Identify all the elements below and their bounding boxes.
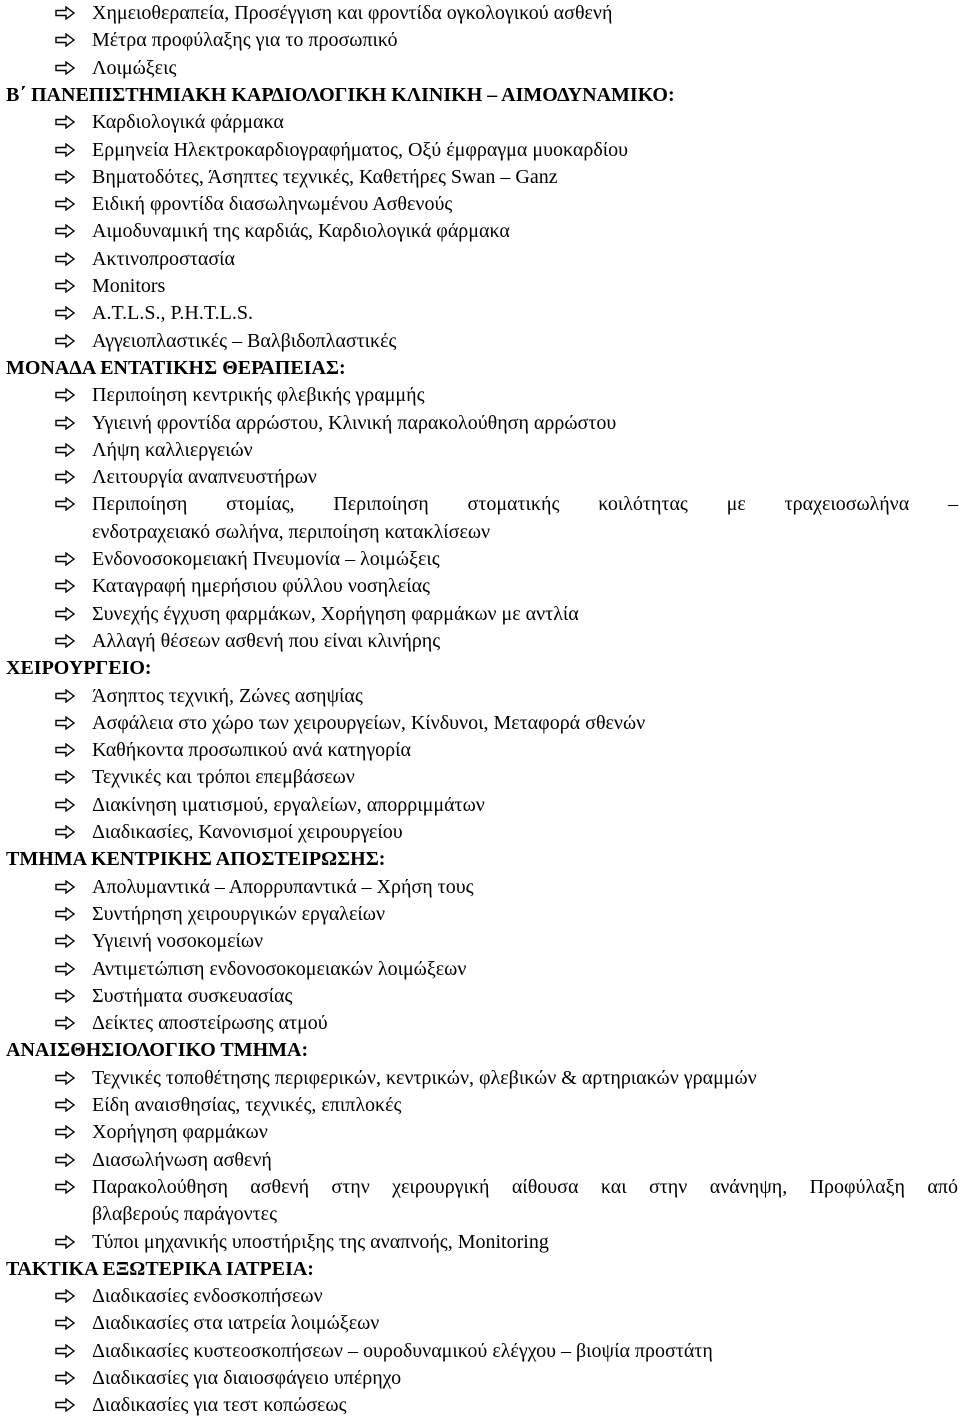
list-item-text: Άσηπτος τεχνική, Ζώνες ασηψίας <box>92 684 363 707</box>
list-item-text: Καρδιολογικά φάρμακα <box>92 111 284 134</box>
list-item <box>0 328 960 355</box>
list-item <box>0 601 960 628</box>
list-item-text: Χημειοθεραπεία, Προσέγγιση και φροντίδα ογκολογικού ασθενή <box>92 2 613 24</box>
hollow-arrow-right-icon <box>55 33 75 47</box>
hollow-arrow-right-icon <box>55 1153 75 1167</box>
list-item <box>0 464 960 491</box>
hollow-arrow-right-icon <box>55 1071 75 1085</box>
list-item <box>0 792 960 819</box>
list-item <box>0 109 960 136</box>
hollow-arrow-right-icon <box>55 743 75 757</box>
list-item <box>0 901 960 928</box>
hollow-arrow-right-icon <box>55 1398 75 1412</box>
section-heading: Β΄ ΠΑΝΕΠΙΣΤΗΜΙΑΚΗ ΚΑΡΔΙΟΛΟΓΙΚΗ ΚΛΙΝΙΚΗ – ΑΙΜΟΔΥΝΑΜΙΚΟ: <box>6 83 675 106</box>
list-item-text: Διασωλήνωση ασθενή <box>92 1148 272 1171</box>
hollow-arrow-right-icon <box>55 689 75 703</box>
hollow-arrow-right-icon <box>55 306 75 320</box>
list-item <box>0 410 960 437</box>
list-item <box>0 737 960 764</box>
hollow-arrow-right-icon <box>55 197 75 211</box>
list-item <box>0 1229 960 1256</box>
list-item-text: Διαδικασίες, Κανονισμοί χειρουργείου <box>92 821 403 843</box>
hollow-arrow-right-icon <box>55 989 75 1003</box>
list-item <box>0 491 960 518</box>
list-item-text: Διαδικασίες κυστεοσκοπήσεων – ουροδυναμικού ελέγχου – βιοψία προστάτη <box>92 1339 713 1362</box>
list-item-text: Είδη αναισθησίας, τεχνικές, επιπλοκές <box>92 1094 402 1116</box>
hollow-arrow-right-icon <box>55 1125 75 1139</box>
list-item-text: Αγγειοπλαστικές – Βαλβιδοπλαστικές <box>92 329 397 352</box>
list-item <box>0 0 960 27</box>
list-item <box>0 273 960 300</box>
list-item <box>0 437 960 464</box>
list-item-text: Λήψη καλλιεργειών <box>92 438 253 461</box>
list-item <box>0 300 960 327</box>
section-heading: ΤΑΚΤΙΚΑ ΕΞΩΤΕΡΙΚΑ ΙΑΤΡΕΙΑ: <box>6 1257 314 1280</box>
list-item-text: A.T.L.S., P.H.T.L.S. <box>92 302 253 325</box>
list-item-text: Ακτινοπροστασία <box>92 247 235 270</box>
list-item-text: Δείκτες αποστείρωσης ατμού <box>92 1012 328 1035</box>
list-item <box>0 1338 960 1365</box>
hollow-arrow-right-icon <box>55 6 75 20</box>
hollow-arrow-right-icon <box>55 607 75 621</box>
list-item-text: Λειτουργία αναπνευστήρων <box>92 466 317 489</box>
list-item <box>0 382 960 409</box>
list-item-text: Συντήρηση χειρουργικών εργαλείων <box>92 902 385 925</box>
hollow-arrow-right-icon <box>55 1289 75 1303</box>
list-item-text: Διαδικασίες στα ιατρεία λοιμώξεων <box>92 1312 380 1335</box>
list-item-text: Συνεχής έγχυση φαρμάκων, Χορήγηση φαρμάκων με αντλία <box>92 602 579 625</box>
hollow-arrow-right-icon <box>55 470 75 484</box>
hollow-arrow-right-icon <box>55 1180 75 1194</box>
hollow-arrow-right-icon <box>55 170 75 184</box>
list-item <box>0 683 960 710</box>
section-heading: ΤΜΗΜΑ ΚΕΝΤΡΙΚΗΣ ΑΠΟΣΤΕΙΡΩΣΗΣ: <box>6 848 386 871</box>
hollow-arrow-right-icon <box>55 143 75 157</box>
hollow-arrow-right-icon <box>55 934 75 948</box>
hollow-arrow-right-icon <box>55 334 75 348</box>
list-item-text: Υγιεινή νοσοκομείων <box>92 930 264 953</box>
list-item-text: Συστήματα συσκευασίας <box>92 984 293 1007</box>
section-heading: ΜΟΝΑΔΑ ΕΝΤΑΤΙΚΗΣ ΘΕΡΑΠΕΙΑΣ: <box>6 356 346 379</box>
list-item <box>0 137 960 164</box>
list-item <box>0 1283 960 1310</box>
list-item-text: Καταγραφή ημερήσιου φύλλου νοσηλείας <box>92 575 430 598</box>
hollow-arrow-right-icon <box>55 1235 75 1249</box>
hollow-arrow-right-icon <box>55 1098 75 1112</box>
list-item <box>0 546 960 573</box>
list-item-text: Αντιμετώπιση ενδονοσοκομειακών λοιμώξεων <box>92 957 467 980</box>
hollow-arrow-right-icon <box>55 634 75 648</box>
hollow-arrow-right-icon <box>55 825 75 839</box>
hollow-arrow-right-icon <box>55 1344 75 1358</box>
hollow-arrow-right-icon <box>55 770 75 784</box>
list-item <box>0 55 960 82</box>
section-heading: ΑΝΑΙΣΘΗΣΙΟΛΟΓΙΚΟ ΤΜΗΜΑ: <box>6 1039 309 1062</box>
hollow-arrow-right-icon <box>55 880 75 894</box>
hollow-arrow-right-icon <box>55 224 75 238</box>
list-item <box>0 1010 960 1037</box>
list-item-text: Υγιεινή φροντίδα αρρώστου, Κλινική παρακολούθηση αρρώστου <box>92 411 617 434</box>
hollow-arrow-right-icon <box>55 388 75 402</box>
list-item <box>0 1392 960 1419</box>
list-item-text: Τεχνικές και τρόποι επεμβάσεων <box>92 766 355 789</box>
hollow-arrow-right-icon <box>55 907 75 921</box>
list-item-text: Περιποίηση κεντρικής φλεβικής γραμμής <box>92 384 425 407</box>
hollow-arrow-right-icon <box>55 1016 75 1030</box>
list-item-text: Περιποίηση στομίας, Περιποίηση στοματικής κοιλότητας με τραχειοσωλήνα – <box>92 493 958 516</box>
hollow-arrow-right-icon <box>55 962 75 976</box>
hollow-arrow-right-icon <box>55 552 75 566</box>
list-item-text: Αιμοδυναμική της καρδιάς, Καρδιολογικά φάρμακα <box>92 220 510 243</box>
list-item <box>0 1174 960 1201</box>
hollow-arrow-right-icon <box>55 497 75 511</box>
list-item <box>0 191 960 218</box>
list-item <box>0 218 960 245</box>
list-item <box>0 764 960 791</box>
list-item-text: Τύποι μηχανικής υποστήριξης της αναπνοής, Monitoring <box>92 1230 549 1253</box>
list-item-text: Διακίνηση ιματισμού, εργαλείων, απορριμμάτων <box>92 793 485 816</box>
hollow-arrow-right-icon <box>55 1316 75 1330</box>
list-item <box>0 573 960 600</box>
list-item <box>0 1310 960 1337</box>
list-item <box>0 1119 960 1146</box>
hollow-arrow-right-icon <box>55 279 75 293</box>
list-item <box>0 164 960 191</box>
list-item-text: Βηματοδότες, Άσηπτες τεχνικές, Καθετήρες Swan – Ganz <box>92 165 558 188</box>
list-item <box>0 1092 960 1119</box>
list-item <box>0 956 960 983</box>
list-item-text: Ενδονοσοκομειακή Πνευμονία – λοιμώξεις <box>92 548 440 570</box>
list-item-continuation: βλαβερούς παράγοντες <box>92 1203 277 1226</box>
list-item-text: Ειδική φροντίδα διασωληνωμένου Ασθενούς <box>92 193 453 216</box>
list-item <box>0 983 960 1010</box>
list-item-text: Ασφάλεια στο χώρο των χειρουργείων, Κίνδυνοι, Μεταφορά σθενών <box>92 711 646 734</box>
list-item <box>0 819 960 846</box>
hollow-arrow-right-icon <box>55 443 75 457</box>
hollow-arrow-right-icon <box>55 416 75 430</box>
hollow-arrow-right-icon <box>55 579 75 593</box>
list-item <box>0 27 960 54</box>
hollow-arrow-right-icon <box>55 252 75 266</box>
list-item-text: Απολυμαντικά – Απορρυπαντικά – Χρήση τους <box>92 875 474 898</box>
list-item <box>0 928 960 955</box>
list-item-text: Λοιμώξεις <box>92 56 177 79</box>
section-heading: ΧΕΙΡΟΥΡΓΕΙΟ: <box>6 657 152 680</box>
list-item-text: Χορήγηση φαρμάκων <box>92 1121 268 1144</box>
list-item-text: Καθήκοντα προσωπικού ανά κατηγορία <box>92 739 412 762</box>
list-item-text: Διαδικασίες ενδοσκοπήσεων <box>92 1285 323 1308</box>
list-item-text: Αλλαγή θέσεων ασθενή που είναι κλινήρης <box>92 629 441 652</box>
list-item <box>0 710 960 737</box>
hollow-arrow-right-icon <box>55 716 75 730</box>
hollow-arrow-right-icon <box>55 1371 75 1385</box>
list-item <box>0 874 960 901</box>
list-item-text: Ερμηνεία Ηλεκτροκαρδιογραφήματος, Οξύ έμφραγμα μυοκαρδίου <box>92 138 629 161</box>
list-item <box>0 1147 960 1174</box>
list-item-continuation: ενδοτραχειακό σωλήνα, περιποίηση κατακλίσεων <box>92 520 491 543</box>
hollow-arrow-right-icon <box>55 115 75 129</box>
list-item-text: Παρακολούθηση ασθενή στην χειρουργική αίθουσα και στην ανάνηψη, Προφύλαξη από <box>92 1175 958 1198</box>
hollow-arrow-right-icon <box>55 61 75 75</box>
list-item <box>0 1065 960 1092</box>
list-item <box>0 628 960 655</box>
list-item <box>0 246 960 273</box>
list-item-text: Μέτρα προφύλαξης για το προσωπικό <box>92 29 398 52</box>
hollow-arrow-right-icon <box>55 798 75 812</box>
list-item-text: Διαδικασίες για τεστ κοπώσεως <box>92 1394 347 1417</box>
list-item-text: Τεχνικές τοποθέτησης περιφερικών, κεντρικών, φλεβικών & αρτηριακών γραμμών <box>92 1066 757 1089</box>
list-item <box>0 1365 960 1392</box>
list-item-text: Monitors <box>92 275 166 297</box>
list-item-text: Διαδικασίες για διαιοσφάγειο υπέρηχο <box>92 1367 402 1389</box>
